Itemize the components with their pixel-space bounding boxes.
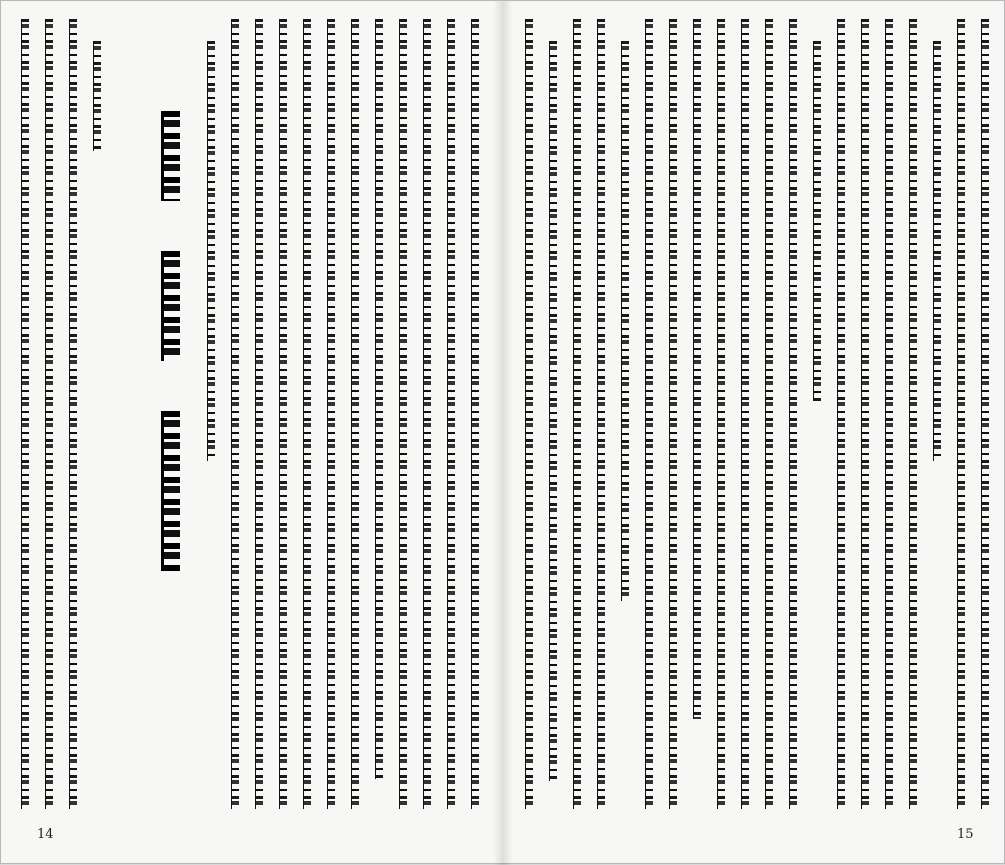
page-number-left: 14 <box>37 827 54 842</box>
text-line <box>953 1 967 865</box>
text-line <box>65 1 79 865</box>
text-line <box>617 1 631 865</box>
text-line <box>857 1 871 865</box>
text-line <box>761 1 775 865</box>
text-line <box>929 1 943 865</box>
book-gutter <box>493 1 513 865</box>
text-line <box>833 1 847 865</box>
text-line <box>737 1 751 865</box>
text-line <box>809 1 823 865</box>
text-line <box>17 1 31 865</box>
text-line <box>641 1 655 865</box>
text-line <box>347 1 361 865</box>
text-line <box>905 1 919 865</box>
text-line <box>371 1 385 865</box>
section-heading <box>151 111 191 771</box>
text-line <box>569 1 583 865</box>
text-line <box>977 1 991 865</box>
page-number-right: 15 <box>957 827 974 842</box>
text-line <box>545 1 559 865</box>
text-line <box>203 1 217 865</box>
text-line <box>521 1 535 865</box>
text-line <box>89 1 103 865</box>
text-line <box>41 1 55 865</box>
text-line <box>689 1 703 865</box>
text-line <box>593 1 607 865</box>
text-line <box>251 1 265 865</box>
text-line <box>785 1 799 865</box>
text-line <box>323 1 337 865</box>
text-line <box>395 1 409 865</box>
text-line <box>299 1 313 865</box>
text-line <box>713 1 727 865</box>
text-line <box>467 1 481 865</box>
text-line <box>443 1 457 865</box>
text-line <box>419 1 433 865</box>
text-line <box>881 1 895 865</box>
text-line <box>227 1 241 865</box>
text-line <box>275 1 289 865</box>
text-line <box>665 1 679 865</box>
